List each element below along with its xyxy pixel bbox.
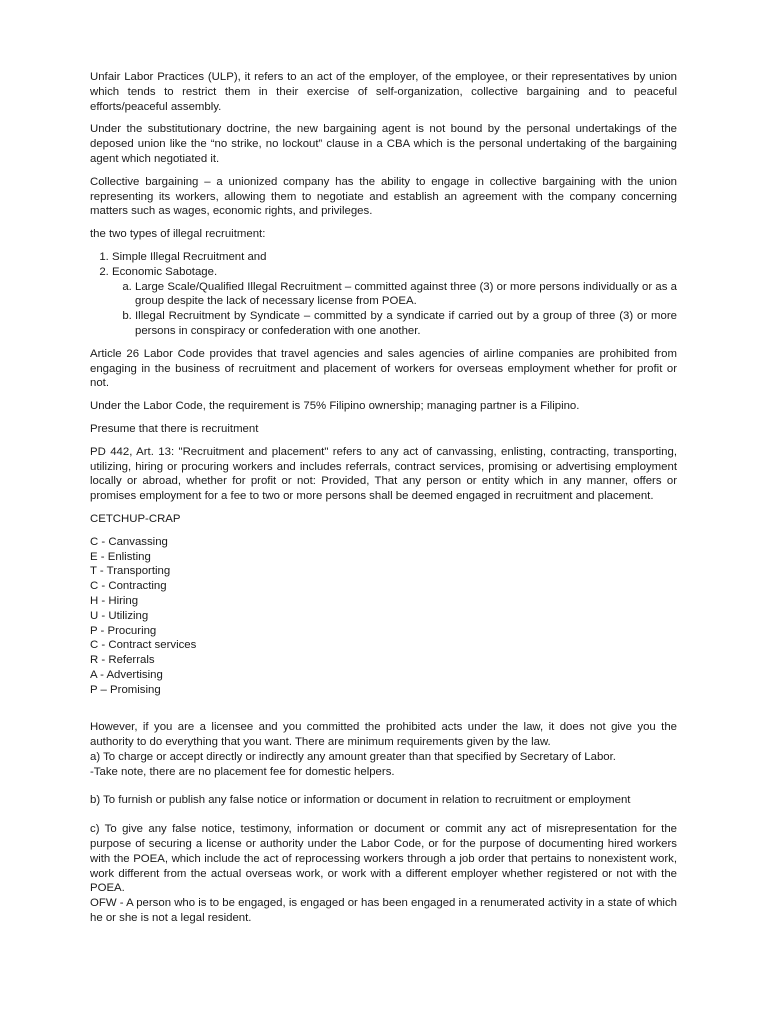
sub-list-item: a. Large Scale/Qualified Illegal Recruitment – committed against three (3) or more persons individually or as a group despite the lack of necessary license from POEA.	[135, 280, 677, 310]
list-item-text: Economic Sabotage.	[112, 265, 218, 278]
acronym-item: T - Transporting	[90, 565, 171, 578]
paragraph-presume: Presume that there is recruitment	[90, 422, 259, 435]
list-item	[112, 250, 677, 265]
acronym-item: C - Contracting	[90, 580, 167, 593]
list-item-text: Simple Illegal Recruitment and	[112, 250, 267, 263]
paragraph-illegal-recruitment-intro: the two types of illegal recruitment:	[90, 228, 266, 241]
acronym-item: C - Contract services	[90, 639, 197, 652]
paragraph-ofw: OFW - A person who is to be engaged, is engaged or has been engaged in a renumerated activity in a state of which he or she is not a legal resident.	[90, 897, 677, 925]
paragraph-article-26: Article 26 Labor Code provides that travel agencies and sales agencies of airline companies are prohibited from engaging in the business of recruitment and placement of workers for overseas employment whether for profit or not.	[90, 347, 677, 390]
paragraph-ulp: Unfair Labor Practices (ULP), it refers to an act of the employer, of the employee, or their representatives by union which tends to restrict them in their exercise of self-organization, collective bargaining and to peaceful efforts/peaceful assembly.	[90, 71, 677, 113]
acronym-item: E - Enlisting	[90, 550, 151, 563]
paragraph-pd-442: PD 442, Art. 13: "Recruitment and placement" refers to any act of canvassing, enlisting, contracting, transporting, utilizing, hiring or procuring workers and includes referrals, contract services, promising or advertising employment locally or abroad, whether for profit or not: Provided, That any person or entity which in any manner, offers or promises employment for a fee to two or more persons shall be deemed engaged in recruitment and placement.	[90, 445, 677, 503]
acronym-list	[90, 535, 677, 698]
paragraph-item-c: c) To give any false notice, testimony, information or document or commit any act of misrepresentation for the purpose of securing a license or authority under the Labor Code, or for the purpose of documenting hired workers with the POEA, which include the act of reprocessing workers through a job order that pertains to nonexistent work, work different from the actual overseas work, or work with a different employer whether registered or not with the POEA.	[90, 823, 677, 895]
paragraph-collective-bargaining: Collective bargaining – a unionized company has the ability to engage in collective bargaining with the union representing its workers, allowing them to negotiate and establish an agreement with the company concerning matters such as wages, economic rights, and privileges.	[90, 175, 677, 218]
list-item	[112, 265, 677, 339]
paragraph-take-note: -Take note, there are no placement fee for domestic helpers.	[90, 765, 395, 778]
paragraph-substitutionary-doctrine: Under the substitutionary doctrine, the new bargaining agent is not bound by the personal undertakings of the deposed union like the “no strike, no lockout” clause in a CBA which is the personal undertaking of the bargaining agent which negotiated it.	[90, 123, 677, 165]
acronym-item: H - Hiring	[90, 594, 139, 607]
sub-list	[112, 280, 677, 339]
acronym-item: R - Referrals	[90, 654, 155, 667]
sub-list-item: b. Illegal Recruitment by Syndicate – committed by a syndicate if carried out by a group of three (3) or more persons in conspiracy or confederation with one another.	[135, 309, 677, 339]
paragraph-ownership: Under the Labor Code, the requirement is 75% Filipino ownership; managing partner is a Filipino.	[90, 400, 580, 413]
spacer	[90, 705, 677, 720]
acronym-item: C - Canvassing	[90, 535, 168, 548]
acronym-item: U - Utilizing	[90, 609, 149, 622]
paragraph-item-b: b) To furnish or publish any false notice or information or document in relation to recruitment or employment	[90, 794, 631, 807]
illegal-recruitment-list	[90, 250, 677, 339]
paragraph-licensee: However, if you are a licensee and you committed the prohibited acts under the law, it does not give you the authority to do everything that you want. There are minimum requirements given by the law.	[90, 721, 677, 749]
document-page	[90, 70, 677, 934]
acronym-item: P – Promising	[90, 683, 161, 696]
paragraph-item-a: a) To charge or accept directly or indirectly any amount greater than that specified by Secretary of Labor.	[90, 750, 616, 763]
acronym-item: A - Advertising	[90, 668, 163, 681]
acronym-item: P - Procuring	[90, 624, 157, 637]
paragraph-acronym-title: CETCHUP-CRAP	[90, 512, 181, 525]
